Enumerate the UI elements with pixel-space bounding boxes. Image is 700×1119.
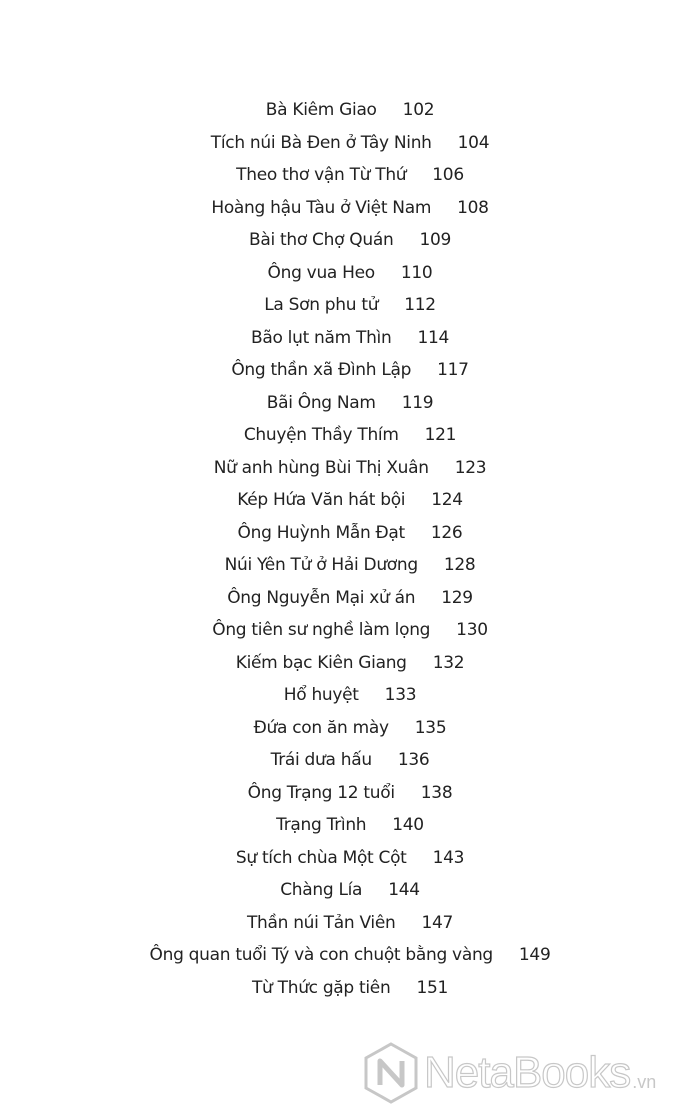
toc-entry-page: 117 <box>437 360 469 381</box>
toc-entry-title: Hổ huyệt <box>283 685 359 706</box>
toc-entry-page: 140 <box>392 815 424 836</box>
toc-entry <box>0 517 700 550</box>
toc-entry-page: 121 <box>424 425 457 446</box>
toc-entry-page: 147 <box>421 912 454 933</box>
toc-entry-page: 149 <box>518 945 551 966</box>
toc-entry-title: Nữ anh hùng Bùi Thị Xuân <box>213 457 429 478</box>
toc-entry-page: 132 <box>432 652 465 673</box>
toc-entry-title: Đứa con ăn mày <box>253 717 389 738</box>
toc-entry <box>0 322 700 355</box>
toc-entry-title: Chàng Lía <box>280 880 363 901</box>
toc-entry <box>0 289 700 322</box>
toc-entry-page: 151 <box>416 977 449 998</box>
toc-entry-page: 109 <box>419 230 451 251</box>
toc-entry-page: 104 <box>457 132 490 153</box>
toc-entry <box>0 647 700 680</box>
toc-entry-page: 135 <box>414 717 447 738</box>
toc-entry <box>0 257 700 290</box>
toc-entry-title: Tích núi Bà Đen ở Tây Ninh <box>210 132 432 153</box>
toc-entry <box>0 224 700 257</box>
toc-entry <box>0 907 700 940</box>
toc-entry-page: 102 <box>402 100 435 121</box>
toc-entry-title: Ông Trạng 12 tuổi <box>247 782 395 803</box>
toc-entry-page: 128 <box>443 555 476 576</box>
toc-entry-title: Chuyện Thầy Thím <box>243 425 399 446</box>
toc-entry <box>0 387 700 420</box>
toc-entry-page: 108 <box>457 197 489 218</box>
table-of-contents <box>0 94 700 1004</box>
toc-entry <box>0 582 700 615</box>
toc-entry <box>0 484 700 517</box>
toc-entry <box>0 192 700 225</box>
toc-entry-title: Bão lụt năm Thìn <box>250 327 392 348</box>
toc-entry-title: Theo thơ vận Từ Thứ <box>236 165 407 186</box>
toc-entry-page: 130 <box>456 620 488 641</box>
watermark-suffix: .vn <box>632 1071 657 1092</box>
toc-entry-page: 144 <box>388 880 420 901</box>
toc-entry-page: 143 <box>432 847 465 868</box>
toc-entry-title: Kiếm bạc Kiên Giang <box>235 652 407 673</box>
toc-entry-title: Thần núi Tản Viên <box>246 912 396 933</box>
toc-entry-title: Bài thơ Chợ Quán <box>248 230 394 251</box>
toc-entry <box>0 94 700 127</box>
toc-entry-page: 119 <box>401 392 434 413</box>
toc-entry <box>0 744 700 777</box>
netabooks-logo-icon <box>362 1041 420 1105</box>
toc-entry-title: Trái dưa hấu <box>270 750 372 771</box>
toc-entry-title: Ông vua Heo <box>267 262 375 283</box>
toc-entry <box>0 809 700 842</box>
toc-entry <box>0 614 700 647</box>
netabooks-watermark <box>362 1038 656 1108</box>
toc-entry-page: 129 <box>441 587 473 608</box>
toc-entry-title: Ông thần xã Đình Lập <box>231 360 412 381</box>
toc-entry-page: 106 <box>432 165 464 186</box>
toc-entry <box>0 777 700 810</box>
toc-entry <box>0 127 700 160</box>
toc-entry-title: Bãi Ông Nam <box>266 392 376 413</box>
toc-entry-page: 110 <box>400 262 433 283</box>
toc-entry-page: 112 <box>404 295 436 316</box>
toc-entry-title: Từ Thức gặp tiên <box>251 977 391 998</box>
toc-entry <box>0 679 700 712</box>
toc-entry-title: La Sơn phu tử <box>264 295 379 316</box>
toc-entry <box>0 972 700 1005</box>
toc-entry-page: 126 <box>430 522 463 543</box>
toc-entry-title: Trạng Trình <box>276 815 367 836</box>
toc-entry-title: Ông Nguyễn Mại xử án <box>227 587 416 608</box>
toc-entry <box>0 842 700 875</box>
toc-entry-page: 123 <box>454 457 487 478</box>
toc-entry-title: Ông Huỳnh Mẫn Đạt <box>237 522 405 543</box>
toc-entry-page: 138 <box>420 782 453 803</box>
toc-entry-title: Hoàng hậu Tàu ở Việt Nam <box>211 197 432 218</box>
toc-entry <box>0 419 700 452</box>
toc-entry <box>0 452 700 485</box>
toc-entry <box>0 874 700 907</box>
toc-entry-title: Bà Kiêm Giao <box>265 100 377 121</box>
toc-entry-page: 114 <box>417 327 450 348</box>
toc-entry-title: Ông quan tuổi Tý và con chuột bằng vàng <box>149 945 493 966</box>
toc-entry <box>0 939 700 972</box>
toc-entry-page: 133 <box>384 685 417 706</box>
toc-entry-title: Núi Yên Tử ở Hải Dương <box>224 555 418 576</box>
toc-entry-page: 136 <box>397 750 430 771</box>
toc-entry <box>0 712 700 745</box>
toc-entry-title: Ông tiên sư nghề làm lọng <box>212 620 431 641</box>
toc-entry-page: 124 <box>431 490 463 511</box>
toc-entry <box>0 159 700 192</box>
toc-entry-title: Kép Hứa Văn hát bội <box>237 490 406 511</box>
toc-entry <box>0 354 700 387</box>
watermark-brand: NetaBooks <box>424 1048 631 1097</box>
toc-entry-title: Sự tích chùa Một Cột <box>235 847 407 868</box>
toc-entry <box>0 549 700 582</box>
